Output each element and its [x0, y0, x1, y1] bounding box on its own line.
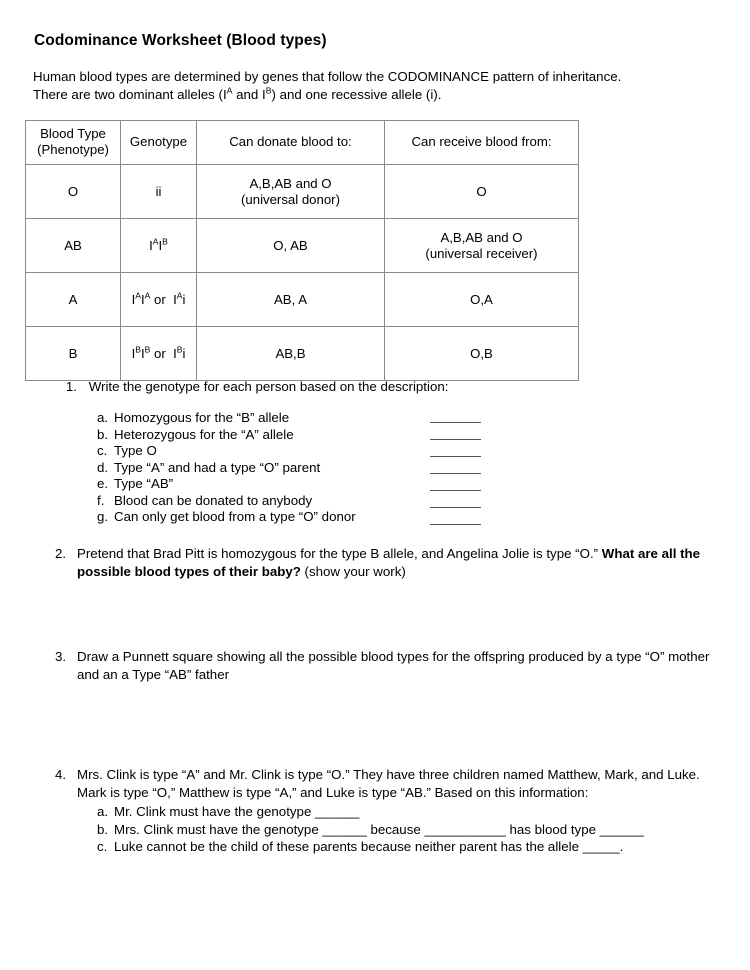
- question-2-number: 2.: [55, 546, 67, 561]
- question-1-sub-list: [97, 410, 356, 526]
- cell-receive: O: [385, 165, 579, 219]
- item-letter: d.: [97, 459, 109, 475]
- cell-phenotype: A: [26, 273, 121, 327]
- sup-b: B: [135, 344, 141, 355]
- sup-a: A: [135, 290, 141, 301]
- question-1-text: Write the genotype for each person based on the description:: [88, 379, 449, 394]
- blood-type-table: [25, 120, 579, 381]
- item-label[interactable]: Mr. Clink must have the genotype ______: [114, 804, 360, 819]
- list-item: [97, 509, 356, 526]
- list-item: [97, 427, 356, 444]
- sup-b: B: [144, 344, 151, 355]
- cell-genotype: ii: [121, 165, 197, 219]
- cell-donate: O, AB: [197, 219, 385, 273]
- header-phenotype-line2: (Phenotype): [37, 142, 109, 157]
- question-1-number: 1.: [65, 379, 77, 394]
- question-2: [55, 545, 713, 581]
- item-letter: b.: [97, 821, 109, 837]
- cell-donate: [197, 165, 385, 219]
- intro-line-2-post: ) and one recessive allele (i).: [271, 87, 442, 102]
- sup-b: B: [176, 344, 183, 355]
- sup-a: A: [144, 290, 151, 301]
- question-4: [55, 766, 720, 802]
- answer-blank[interactable]: [430, 490, 481, 491]
- item-label: Type O: [114, 443, 157, 458]
- intro-paragraph: [33, 68, 733, 104]
- cell-receive: O,A: [385, 273, 579, 327]
- item-letter: b.: [97, 426, 109, 442]
- question-4-number: 4.: [55, 767, 67, 782]
- table-row: [26, 219, 579, 273]
- list-item: [97, 838, 644, 856]
- item-label: Can only get blood from a type “O” donor: [114, 509, 356, 524]
- cell-genotype: $I^AI^A$ or $I^Ai$: [121, 273, 197, 327]
- cell-receive: O,B: [385, 327, 579, 381]
- header-cell-donate: Can donate blood to:: [197, 121, 385, 165]
- answer-blank[interactable]: [430, 439, 481, 440]
- answer-blank[interactable]: [430, 473, 481, 474]
- intro-line-2-mid: and I: [232, 87, 266, 102]
- allele-a-superscript: A: [226, 85, 233, 96]
- item-letter: a.: [97, 804, 109, 819]
- table-header-row: [26, 121, 579, 165]
- table-row: [26, 165, 579, 219]
- cell-phenotype: B: [26, 327, 121, 381]
- answer-blank[interactable]: [430, 507, 481, 508]
- cell-genotype: $I^AI^B$: [121, 219, 197, 273]
- list-item: [97, 493, 356, 510]
- intro-line-1: Human blood types are determined by genes that follow the CODOMINANCE pattern of inheritance.: [33, 69, 622, 84]
- sup-b: B: [162, 236, 168, 247]
- item-label: Type “A” and had a type “O” parent: [114, 459, 321, 475]
- table-row: [26, 273, 579, 327]
- cell-donate: AB, A: [197, 273, 385, 327]
- cell-donate: AB,B: [197, 327, 385, 381]
- sup-a: A: [176, 290, 183, 301]
- question-3: [55, 648, 715, 684]
- question-2-text-bold: What are all the possible blood types of their baby?: [77, 546, 701, 579]
- cell-donate-line1: A,B,AB and O: [249, 175, 332, 191]
- question-2-text-part1: Pretend that Brad Pitt is homozygous for the type B allele, and Angelina Jolie is type “O.”: [77, 546, 602, 561]
- question-1: [55, 378, 448, 396]
- item-label[interactable]: Mrs. Clink must have the genotype ______ because ___________ has blood type ______: [114, 821, 645, 837]
- answer-blank[interactable]: [430, 456, 481, 457]
- question-4-sub-list: [97, 803, 644, 856]
- header-cell-genotype: Genotype: [121, 121, 197, 165]
- list-item: [97, 476, 356, 493]
- sup-a: A: [152, 236, 159, 247]
- answer-blank[interactable]: [430, 422, 481, 423]
- item-label: Type “AB”: [114, 476, 174, 491]
- header-phenotype-line1: Blood Type: [40, 126, 106, 141]
- item-letter: c.: [97, 839, 108, 854]
- header-cell-phenotype: [26, 121, 121, 165]
- item-label: Homozygous for the “B” allele: [114, 410, 290, 425]
- question-4-text: Mrs. Clink is type “A” and Mr. Clink is type “O.” They have three children named Matthew, Mark, and Luke. Mark is type “O,” Matthew is type “A,” and Luke is type “AB.” Based on this information:: [77, 767, 700, 800]
- cell-phenotype: O: [26, 165, 121, 219]
- item-letter: e.: [97, 476, 109, 491]
- cell-phenotype: AB: [26, 219, 121, 273]
- list-item: [97, 410, 356, 427]
- item-label[interactable]: Luke cannot be the child of these parents because neither parent has the allele _____.: [114, 839, 624, 854]
- item-letter: a.: [97, 410, 109, 425]
- cell-donate-line2: (universal donor): [241, 191, 340, 207]
- question-3-text: Draw a Punnett square showing all the possible blood types for the offspring produced by a type “O” mother and an a Type “AB” father: [77, 649, 710, 682]
- list-item: [97, 460, 356, 477]
- answer-blank[interactable]: [430, 524, 481, 525]
- list-item: [97, 443, 356, 460]
- cell-receive: [385, 219, 579, 273]
- list-item: [97, 803, 644, 821]
- header-cell-receive: Can receive blood from:: [385, 121, 579, 165]
- question-2-text-part2: (show your work): [300, 564, 406, 579]
- table-row: [26, 327, 579, 381]
- item-letter: c.: [97, 443, 108, 458]
- question-3-number: 3.: [55, 649, 67, 664]
- item-letter: g.: [97, 509, 109, 524]
- cell-receive-line1: A,B,AB and O: [440, 229, 523, 245]
- item-label: Blood can be donated to anybody: [114, 492, 313, 508]
- item-label: Heterozygous for the “A” allele: [114, 426, 294, 442]
- cell-receive-line2: (universal receiver): [425, 245, 538, 261]
- allele-b-superscript: B: [265, 85, 272, 96]
- cell-genotype: $I^BI^B$ or $I^Bi$: [121, 327, 197, 381]
- list-item: [97, 821, 644, 839]
- intro-line-2-pre: There are two dominant alleles (I: [33, 87, 227, 102]
- item-letter: f.: [97, 492, 105, 508]
- page-title: Codominance Worksheet (Blood types): [34, 32, 327, 49]
